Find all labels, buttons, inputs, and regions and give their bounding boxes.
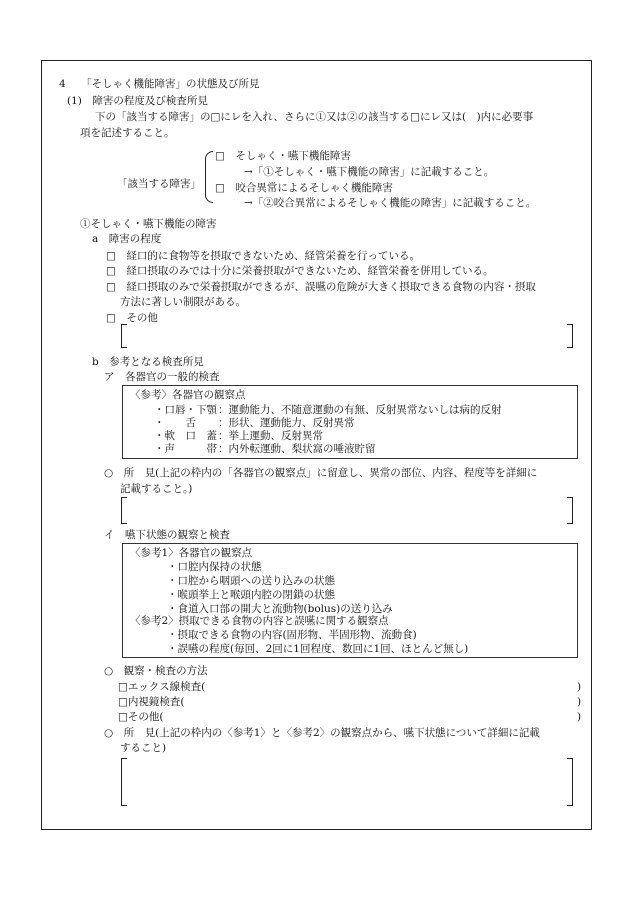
applicable-option-2-note: →「②咬合異常によるそしゃく機能の障害」に記載すること。	[244, 197, 537, 209]
method-xray[interactable]: □エックス線検査(	[118, 681, 206, 693]
organ-palate-points: ：挙上運動、反射異常	[218, 430, 323, 442]
subsection-heading: (1) 障害の程度及び検査所見	[67, 95, 208, 107]
organ-lips: ・口唇・下顎	[154, 404, 217, 416]
applicable-option-2[interactable]: □ 咬合異常によるそしゃく機能障害	[215, 182, 393, 194]
reference-2-item: ・誤嚥の程度(毎回、2回に1回程度、数回に1回、ほとんど無し)	[167, 643, 469, 655]
method-heading: ○ 観察・検査の方法	[104, 665, 208, 677]
swallowing-exam-heading: イ 嚥下状態の観察と検査	[104, 529, 230, 541]
reference-1-title: 〈参考1〉各器官の観察点	[130, 547, 253, 559]
applicable-brace	[205, 151, 213, 203]
method-endoscopy-close: )	[577, 696, 582, 708]
instruction-line-1: 下の「該当する障害」の□にレを入れ、さらに①又は②の該当する□にレ又は( )内に必要事	[95, 111, 534, 123]
section-title: 「そしゃく機能障害」の状態及び所見	[81, 78, 260, 90]
method-endoscopy[interactable]: □内視鏡検査(	[118, 696, 185, 708]
findings-1-bracket-right	[567, 497, 573, 524]
applicable-label: 「該当する障害」	[117, 178, 201, 190]
reference-2-item: ・摂取できる食物の内容(固形物、半固形物、流動食)	[167, 629, 417, 641]
reference-1-item: ・口腔内保持の状態	[167, 561, 262, 573]
organ-palate: ・軟 口 蓋	[154, 430, 217, 442]
findings-2-line-1: ○ 所 見(上記の枠内の〈参考1〉と〈参考2〉の観察点から、嚥下状態について詳細に記載	[104, 727, 540, 739]
findings-2-bracket-right	[567, 758, 573, 806]
degree-option-1[interactable]: □ 経口的に食物等を摂取できないため、経管栄養を行っている。	[106, 250, 420, 262]
applicable-option-1-note: →「①そしゃく・嚥下機能の障害」に記載すること。	[244, 166, 495, 178]
degree-option-3-cont: 方法に著しい制限がある。	[120, 296, 246, 308]
degree-heading: a 障害の程度	[92, 233, 162, 245]
other-bracket-left	[121, 324, 127, 348]
method-xray-close: )	[577, 681, 582, 693]
method-other[interactable]: □その他(	[118, 711, 164, 723]
findings-2-line-2: すること)	[120, 742, 167, 754]
organ-tongue: ・ 舌	[154, 417, 196, 429]
organ-vocal-cords-points: ：内外転運動、梨状窩の唾液貯留	[218, 443, 376, 455]
method-other-close: )	[577, 711, 582, 723]
organ-lips-points: ：運動能力、不随意運動の有無、反射異常ないしは病的反射	[218, 404, 502, 416]
reference-1-item: ・口腔から咽頭への送り込みの状態	[167, 575, 335, 587]
findings-1-line-2: 記載すること。)	[120, 483, 193, 495]
findings-2-bracket-left	[121, 758, 127, 806]
applicable-option-1[interactable]: □ そしゃく・嚥下機能障害	[215, 150, 351, 162]
findings-2-text-field[interactable]	[128, 760, 564, 802]
reference-2-title: 〈参考2〉摂取できる食物の内容と誤嚥に関する観察点	[130, 615, 389, 627]
part1-heading: ①そしゃく・嚥下機能の障害	[80, 218, 217, 230]
organ-tongue-points: ：形状、運動能力、反射異常	[218, 417, 355, 429]
instruction-line-2: 項を記述すること。	[80, 127, 175, 139]
other-bracket-right	[567, 324, 573, 348]
reference-1-item: ・喉頭挙上と喉頭内腔の閉鎖の状態	[167, 589, 335, 601]
section-number: 4	[59, 78, 66, 90]
organ-vocal-cords: ・声 帯	[154, 443, 217, 455]
degree-option-other[interactable]: □ その他	[106, 312, 158, 324]
findings-heading: b 参考となる検査所見	[92, 356, 204, 368]
reference-title: 〈参考〉各器官の観察点	[130, 389, 246, 401]
findings-1-bracket-left	[121, 497, 127, 524]
degree-option-3[interactable]: □ 経口摂取のみで栄養摂取ができるが、誤嚥の危険が大きく摂取できる食物の内容・摂取	[106, 281, 536, 293]
findings-1-line-1: ○ 所 見(上記の枠内の「各器官の観察点」に留意し、異常の部位、内容、程度等を詳細に	[104, 467, 538, 479]
general-exam-heading: ア 各器官の一般的検査	[104, 371, 220, 383]
degree-option-2[interactable]: □ 経口摂取のみでは十分に栄養摂取ができないため、経管栄養を併用している。	[106, 265, 494, 277]
findings-1-text-field[interactable]	[128, 499, 564, 520]
reference-1-item: ・食道入口部の開大と流動物(bolus)の送り込み	[167, 603, 393, 615]
other-text-field[interactable]	[128, 326, 564, 344]
